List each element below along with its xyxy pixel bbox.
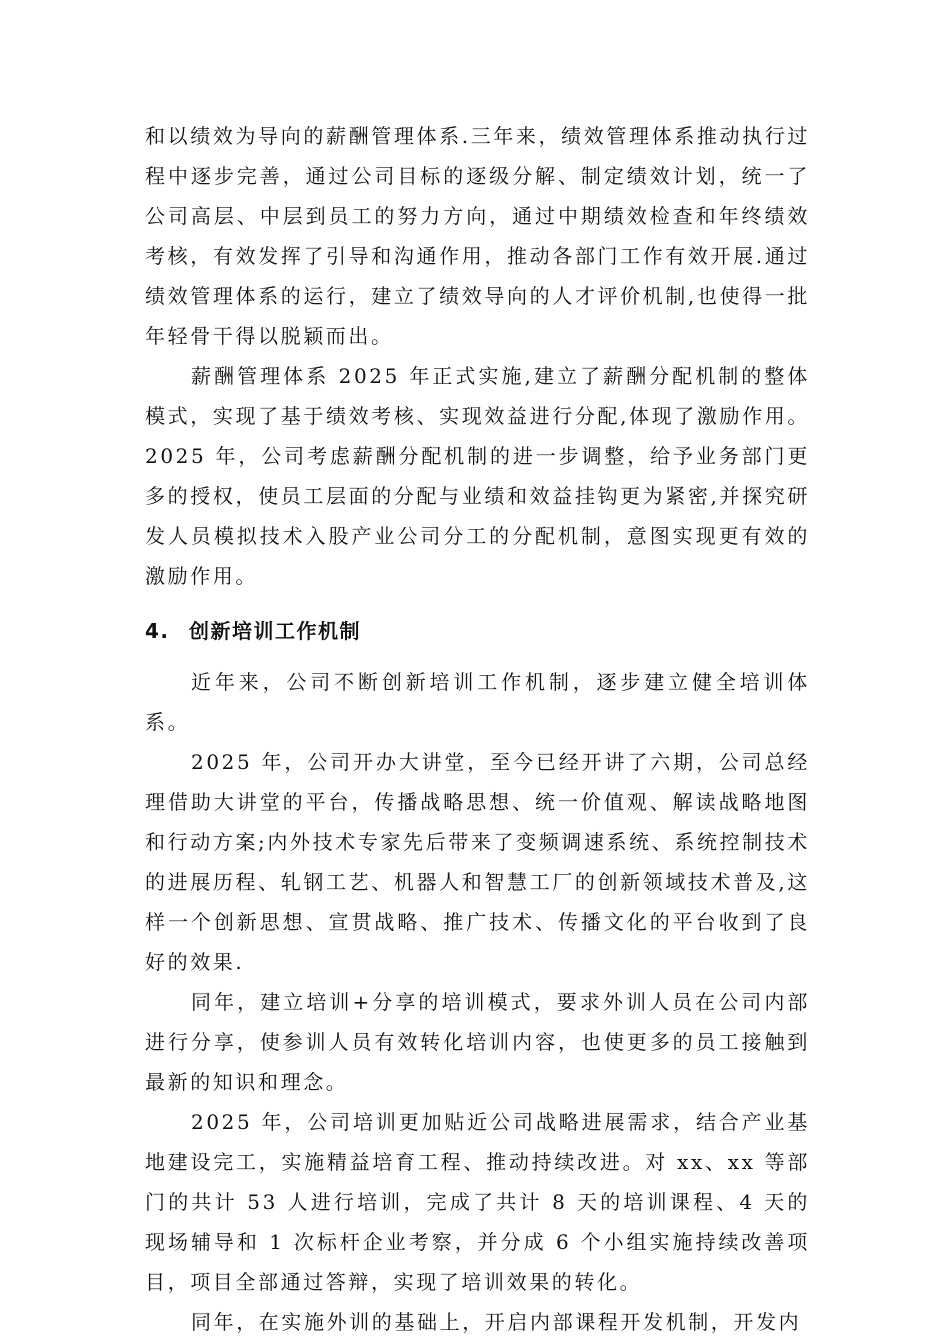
paragraph-lean-training: 2025 年，公司培训更加贴近公司战略进展需求，结合产业基地建设完工，实施精益培育工程、推动持续改进。对 xx、xx 等部门的共计 53 人进行培训，完成了共计 8 天的培训课程、4 天的现场辅导和 1 次标杆企业考察，并分成 6 个小组实施持续改善项目，项目全部通过答辩，实现了培训效果的转化。 xyxy=(145,1110,810,1294)
paragraph-lecture-hall: 2025 年，公司开办大讲堂，至今已经开讲了六期，公司总经理借助大讲堂的平台，传播战略思想、统一价值观、解读战略地图和行动方案;内外技术专家先后带来了变频调速系统、系统控制技术的进展历程、轧钢工艺、机器人和智慧工厂的创新领域技术普及,这样一个创新思想、宣贯战略、推广技术、传播文化的平台收到了良好的效果. xyxy=(145,750,810,974)
paragraph-training-intro: 近年来，公司不断创新培训工作机制，逐步建立健全培训体系。 xyxy=(145,670,810,734)
paragraph-performance-system: 和以绩效为导向的薪酬管理体系.三年来，绩效管理体系推动执行过程中逐步完善，通过公司目标的逐级分解、制定绩效计划，统一了公司高层、中层到员工的努力方向，通过中期绩效检查和年终绩效考核，有效发挥了引导和沟通作用，推动各部门工作有效开展.通过绩效管理体系的运行，建立了绩效导向的人才评价机制,也使得一批年轻骨干得以脱颖而出。 xyxy=(145,124,810,348)
document-body xyxy=(145,116,810,1342)
paragraph-internal-courses: 同年，在实施外训的基础上，开启内部课程开发机制，开发内 xyxy=(191,1310,802,1334)
paragraph-training-sharing: 同年，建立培训+分享的培训模式，要求外训人员在公司内部进行分享，使参训人员有效转化培训内容，也使更多的员工接触到最新的知识和理念。 xyxy=(145,990,810,1094)
section-number: 4. xyxy=(145,619,170,643)
section-title: 创新培训工作机制 xyxy=(189,619,361,643)
section-heading xyxy=(145,614,810,648)
paragraph-compensation-system: 薪酬管理体系 2025 年正式实施,建立了薪酬分配机制的整体模式，实现了基于绩效考核、实现效益进行分配,体现了激励作用。2025 年，公司考虑薪酬分配机制的进一步调整，给予业务部门更多的授权，使员工层面的分配与业绩和效益挂钩更为紧密,并探究研发人员模拟技术入股产业公司分工的分配机制，意图实现更有效的激励作用。 xyxy=(145,364,810,588)
